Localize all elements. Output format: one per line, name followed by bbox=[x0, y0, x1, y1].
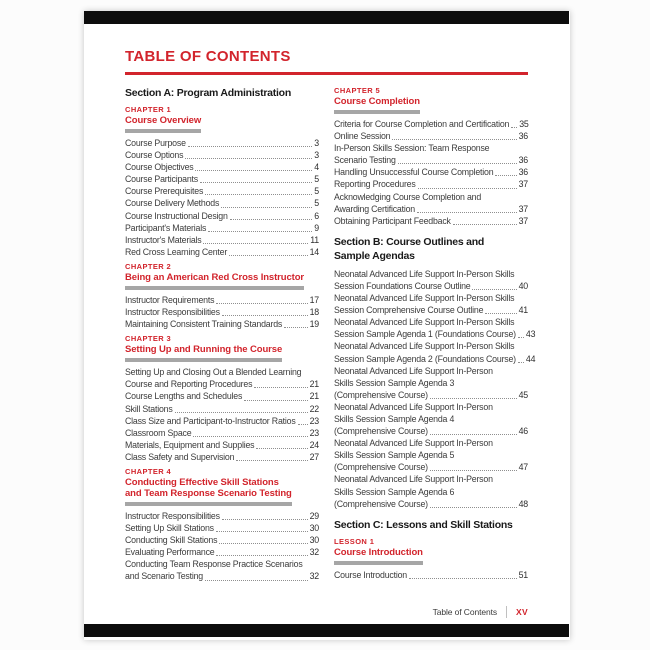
section-title bbox=[334, 235, 528, 263]
entry-text-line: Neonatal Advanced Life Support In-Person bbox=[334, 474, 493, 485]
toc-entry bbox=[334, 569, 528, 581]
toc-entry bbox=[125, 546, 319, 558]
entry-last-line bbox=[125, 197, 319, 209]
entry-text: Session Sample Agenda 1 (Foundations Course) bbox=[334, 329, 516, 340]
toc-entry bbox=[334, 142, 528, 166]
entry-text: Maintaining Consistent Training Standards bbox=[125, 319, 283, 330]
dot-leader bbox=[418, 188, 517, 189]
chapter-heading bbox=[125, 105, 201, 133]
entry-last-line bbox=[125, 439, 319, 451]
chapter-label: CHAPTER 2 bbox=[125, 261, 172, 271]
toc-entry bbox=[125, 234, 319, 246]
toc-entry bbox=[125, 510, 319, 522]
chapter-label: CHAPTER 4 bbox=[125, 466, 172, 476]
dot-leader bbox=[430, 470, 517, 471]
entry-text: Reporting Procedures bbox=[334, 179, 416, 190]
entry-text: Instructor's Materials bbox=[125, 234, 202, 245]
toc-entry bbox=[334, 130, 528, 142]
dot-leader bbox=[284, 327, 308, 328]
chapter-name bbox=[334, 547, 423, 558]
entry-last-line bbox=[334, 130, 528, 142]
toc-entry bbox=[334, 268, 528, 292]
entry-last-line bbox=[125, 451, 319, 463]
entry-page-number: 3 bbox=[314, 138, 319, 148]
dot-leader bbox=[298, 424, 308, 425]
entry-last-line bbox=[334, 425, 528, 437]
dot-leader bbox=[254, 387, 307, 388]
dot-leader bbox=[205, 194, 312, 195]
entry-page-number: 36 bbox=[518, 131, 528, 142]
entry-page-number: 22 bbox=[309, 403, 319, 414]
dot-leader bbox=[193, 436, 307, 437]
entry-last-line bbox=[125, 222, 319, 234]
entry-page-number: 24 bbox=[309, 439, 319, 450]
entry-text: Course Lengths and Schedules bbox=[125, 391, 243, 402]
entry-text: (Comprehensive Course) bbox=[334, 389, 428, 400]
entry-page-number: 43 bbox=[525, 329, 536, 340]
entry-last-line bbox=[125, 534, 319, 546]
dot-leader bbox=[185, 158, 312, 159]
dot-leader bbox=[518, 362, 524, 363]
entry-last-line bbox=[334, 203, 528, 215]
dot-leader bbox=[453, 224, 517, 225]
chapter-heading bbox=[334, 537, 423, 565]
entry-last-line bbox=[125, 403, 319, 415]
entry-page-number: 27 bbox=[309, 451, 319, 462]
entry-page-number: 47 bbox=[518, 462, 528, 473]
toc-entry bbox=[334, 191, 528, 215]
footer bbox=[433, 606, 528, 618]
entry-last-line bbox=[125, 149, 319, 161]
entry-last-line bbox=[125, 173, 319, 185]
entry-text: Red Cross Learning Center bbox=[125, 246, 228, 257]
chapter-label: CHAPTER 5 bbox=[334, 86, 381, 95]
entry-text: Class Safety and Supervision bbox=[125, 451, 235, 462]
dot-leader bbox=[495, 175, 516, 176]
entry-text-line: Skills Session Sample Agenda 6 bbox=[334, 486, 455, 497]
entry-page-number: 46 bbox=[518, 426, 528, 437]
entry-text: Course Purpose bbox=[125, 138, 186, 148]
entry-last-line bbox=[334, 166, 528, 178]
entry-last-line bbox=[125, 510, 319, 522]
chapter-name-line: Course Introduction bbox=[334, 546, 423, 558]
toc-entry bbox=[125, 439, 319, 451]
entry-page-number: 5 bbox=[314, 198, 319, 209]
title-rule bbox=[125, 72, 528, 75]
entry-text-line: Neonatal Advanced Life Support In-Person bbox=[334, 401, 493, 412]
chapter-heading bbox=[125, 334, 282, 362]
dot-leader bbox=[222, 315, 308, 316]
entry-last-line bbox=[334, 215, 528, 227]
dot-leader bbox=[409, 578, 517, 579]
entry-page-number: 11 bbox=[310, 234, 319, 245]
section-title-line: Section C: Lessons and Skill Stations bbox=[334, 518, 513, 531]
entry-page-number: 48 bbox=[518, 498, 528, 509]
entry-text: Criteria for Course Completion and Certification bbox=[334, 119, 510, 129]
dot-leader bbox=[216, 555, 307, 556]
dot-leader bbox=[175, 412, 308, 413]
toc-entry bbox=[125, 185, 319, 197]
entry-text-line: Neonatal Advanced Life Support In-Person Skills bbox=[334, 293, 515, 304]
dot-leader bbox=[229, 255, 308, 256]
toc-entry bbox=[334, 316, 536, 340]
toc-entry bbox=[125, 318, 319, 330]
entry-page-number: 30 bbox=[309, 535, 319, 546]
toc-title: TABLE OF CONTENTS bbox=[125, 48, 291, 65]
footer-label: Table of Contents bbox=[432, 607, 498, 617]
entry-last-line bbox=[334, 328, 536, 340]
entry-page-number: 3 bbox=[314, 150, 319, 161]
dot-leader bbox=[216, 531, 308, 532]
chapter-name-line: Course Completion bbox=[334, 96, 420, 107]
entry-last-line bbox=[125, 306, 319, 318]
entry-page-number: 5 bbox=[314, 174, 319, 185]
toc-entry bbox=[334, 473, 528, 509]
entry-last-line bbox=[125, 246, 319, 258]
dot-leader bbox=[216, 303, 307, 304]
entry-page-number: 29 bbox=[309, 510, 319, 521]
entry-last-line bbox=[125, 570, 319, 582]
chapter-block bbox=[334, 537, 528, 565]
entry-last-line bbox=[334, 498, 528, 510]
toc-entry-list bbox=[125, 366, 319, 463]
entry-last-line bbox=[334, 178, 528, 190]
toc-entry bbox=[125, 534, 319, 546]
entry-last-line bbox=[334, 280, 528, 292]
entry-text: Instructor Responsibilities bbox=[125, 510, 220, 521]
entry-text: Session Sample Agenda 2 (Foundations Course) bbox=[334, 353, 516, 364]
dot-leader bbox=[398, 163, 517, 164]
entry-text: Session Foundations Course Outline bbox=[334, 280, 471, 291]
page-sheet bbox=[84, 11, 570, 640]
dot-leader bbox=[230, 219, 313, 220]
chapter-name bbox=[125, 344, 282, 355]
heading-underline bbox=[125, 286, 304, 290]
toc-entry bbox=[334, 178, 528, 190]
footer-page-number: XV bbox=[516, 607, 528, 617]
entry-text: Course Instructional Design bbox=[125, 210, 228, 221]
dot-leader bbox=[472, 289, 516, 290]
chapter-heading bbox=[125, 467, 292, 506]
toc-entry bbox=[125, 415, 319, 427]
entry-page-number: 36 bbox=[518, 167, 528, 178]
toc-entry bbox=[334, 401, 528, 437]
entry-text: (Comprehensive Course) bbox=[334, 426, 428, 437]
dot-leader bbox=[208, 231, 312, 232]
entry-text: Course Prerequisites bbox=[125, 186, 204, 197]
toc-entry bbox=[334, 340, 536, 364]
entry-page-number: 37 bbox=[518, 203, 528, 214]
entry-text: Participant's Materials bbox=[125, 222, 207, 233]
chapter-name-line: Being an American Red Cross Instructor bbox=[125, 271, 305, 283]
toc-columns bbox=[125, 86, 536, 587]
entry-page-number: 36 bbox=[518, 155, 528, 166]
entry-last-line bbox=[125, 294, 319, 306]
heading-underline bbox=[125, 129, 201, 133]
footer-divider bbox=[506, 606, 507, 618]
toc-entry-list bbox=[125, 294, 319, 330]
entry-last-line bbox=[334, 461, 528, 473]
entry-page-number: 35 bbox=[519, 119, 529, 129]
entry-last-line bbox=[334, 118, 528, 130]
entry-last-line bbox=[125, 137, 319, 149]
entry-page-number: 5 bbox=[314, 186, 319, 197]
chapter-block bbox=[125, 105, 319, 133]
heading-underline bbox=[125, 358, 282, 362]
entry-last-line bbox=[125, 210, 319, 222]
dot-leader bbox=[244, 400, 307, 401]
entry-text: (Comprehensive Course) bbox=[334, 462, 428, 473]
entry-last-line bbox=[125, 390, 319, 402]
entry-text-line: Neonatal Advanced Life Support In-Person bbox=[334, 438, 493, 449]
toc-entry-list bbox=[334, 268, 536, 510]
entry-text: Awarding Certification bbox=[334, 203, 416, 214]
entry-page-number: 45 bbox=[518, 389, 528, 400]
toc-entry bbox=[125, 222, 319, 234]
toc-entry bbox=[125, 210, 319, 222]
toc-entry bbox=[125, 522, 319, 534]
section-title bbox=[125, 86, 319, 100]
chapter-heading bbox=[125, 262, 304, 290]
heading-underline bbox=[334, 110, 420, 114]
entry-page-number: 30 bbox=[309, 523, 319, 534]
section-title-line: Sample Agendas bbox=[334, 249, 415, 262]
entry-text-line: Neonatal Advanced Life Support In-Person bbox=[334, 365, 493, 376]
section-title bbox=[334, 518, 528, 532]
top-edge-bar bbox=[84, 11, 569, 24]
dot-leader bbox=[236, 460, 307, 461]
toc-entry bbox=[334, 437, 528, 473]
entry-page-number: 32 bbox=[309, 571, 319, 582]
dot-leader bbox=[219, 543, 307, 544]
entry-last-line bbox=[125, 318, 319, 330]
chapter-name-line: and Team Response Scenario Testing bbox=[125, 487, 292, 499]
entry-text: Setting Up Skill Stations bbox=[125, 523, 214, 534]
dot-leader bbox=[417, 212, 517, 213]
column-right bbox=[334, 86, 536, 587]
entry-page-number: 44 bbox=[525, 353, 536, 364]
toc-entry bbox=[125, 137, 319, 149]
entry-page-number: 21 bbox=[309, 379, 319, 390]
entry-page-number: 6 bbox=[314, 210, 319, 221]
bottom-edge-bar bbox=[84, 624, 569, 637]
toc-entry bbox=[125, 246, 319, 258]
chapter-label: CHAPTER 3 bbox=[125, 334, 172, 344]
entry-text: Instructor Responsibilities bbox=[125, 307, 220, 318]
entry-text: Course Participants bbox=[125, 174, 198, 185]
page-content bbox=[125, 48, 536, 587]
chapter-name bbox=[125, 115, 201, 126]
chapter-name bbox=[125, 272, 304, 283]
entry-page-number: 51 bbox=[518, 569, 528, 580]
chapter-name bbox=[125, 477, 292, 499]
toc-entry-list bbox=[125, 137, 319, 258]
toc-entry bbox=[125, 451, 319, 463]
section-title-line: Section B: Course Outlines and bbox=[334, 235, 485, 248]
chapter-name bbox=[334, 96, 420, 107]
entry-text: Conducting Skill Stations bbox=[125, 535, 218, 546]
entry-text: Class Size and Participant-to-Instructor Ratios bbox=[125, 415, 296, 426]
entry-last-line bbox=[334, 353, 536, 365]
entry-last-line bbox=[125, 378, 319, 390]
entry-page-number: 41 bbox=[518, 305, 528, 316]
heading-underline bbox=[334, 561, 423, 565]
toc-entry bbox=[334, 118, 528, 130]
entry-text-line: Neonatal Advanced Life Support In-Person Skills bbox=[334, 268, 515, 279]
entry-text: Course Objectives bbox=[125, 162, 194, 173]
chapter-block bbox=[125, 262, 319, 290]
entry-text-line: Skills Session Sample Agenda 4 bbox=[334, 413, 455, 424]
entry-text: Instructor Requirements bbox=[125, 294, 215, 305]
heading-underline bbox=[125, 502, 292, 506]
entry-text: Handling Unsuccessful Course Completion bbox=[334, 167, 494, 178]
dot-leader bbox=[430, 398, 517, 399]
entry-text: Evaluating Performance bbox=[125, 547, 215, 558]
toc-entry bbox=[334, 292, 528, 316]
entry-page-number: 23 bbox=[309, 415, 319, 426]
entry-text: Obtaining Participant Feedback bbox=[334, 215, 451, 226]
dot-leader bbox=[205, 580, 308, 581]
entry-text-line: Conducting Team Response Practice Scenarios bbox=[125, 559, 303, 570]
entry-last-line bbox=[334, 154, 528, 166]
entry-text: Scenario Testing bbox=[334, 155, 396, 166]
entry-text-line: Neonatal Advanced Life Support In-Person Skills bbox=[334, 317, 515, 328]
toc-entry bbox=[125, 427, 319, 439]
toc-entry bbox=[334, 166, 528, 178]
dot-leader bbox=[430, 434, 517, 435]
dot-leader bbox=[188, 146, 313, 147]
dot-leader bbox=[511, 127, 517, 128]
toc-entry bbox=[125, 306, 319, 318]
entry-text: (Comprehensive Course) bbox=[334, 498, 428, 509]
toc-entry bbox=[125, 294, 319, 306]
entry-last-line bbox=[125, 427, 319, 439]
chapter-block bbox=[125, 467, 319, 506]
chapter-block bbox=[125, 334, 319, 362]
dot-leader bbox=[518, 337, 524, 338]
entry-page-number: 37 bbox=[518, 179, 528, 190]
chapter-heading bbox=[334, 86, 420, 114]
entry-page-number: 14 bbox=[309, 246, 319, 257]
entry-page-number: 32 bbox=[309, 547, 319, 558]
entry-page-number: 4 bbox=[314, 162, 319, 173]
entry-last-line bbox=[334, 304, 528, 316]
entry-text: Course Introduction bbox=[334, 569, 407, 580]
entry-page-number: 37 bbox=[518, 215, 528, 226]
entry-text: Materials, Equipment and Supplies bbox=[125, 439, 255, 450]
chapter-label: LESSON 1 bbox=[334, 536, 375, 546]
entry-last-line bbox=[125, 185, 319, 197]
section-title-line: Section A: Program Administration bbox=[125, 87, 291, 99]
entry-text-line: Skills Session Sample Agenda 3 bbox=[334, 377, 455, 388]
column-left bbox=[125, 86, 319, 587]
chapter-name-line: Course Overview bbox=[125, 115, 202, 126]
entry-text-line: Setting Up and Closing Out a Blended Learning bbox=[125, 367, 302, 378]
toc-entry bbox=[125, 390, 319, 402]
toc-entry bbox=[125, 558, 319, 582]
entry-text: and Scenario Testing bbox=[125, 571, 203, 582]
entry-page-number: 17 bbox=[309, 294, 319, 305]
entry-page-number: 23 bbox=[309, 427, 319, 438]
dot-leader bbox=[222, 519, 308, 520]
dot-leader bbox=[392, 139, 516, 140]
entry-last-line bbox=[125, 522, 319, 534]
entry-text: Course and Reporting Procedures bbox=[125, 379, 253, 390]
toc-entry-list bbox=[125, 510, 319, 583]
entry-text-line: In-Person Skills Session: Team Response bbox=[334, 143, 490, 154]
toc-entry-list bbox=[334, 569, 528, 581]
entry-text: Skill Stations bbox=[125, 403, 173, 414]
entry-last-line bbox=[334, 569, 528, 581]
dot-leader bbox=[485, 313, 516, 314]
toc-entry bbox=[125, 366, 319, 390]
entry-last-line bbox=[125, 546, 319, 558]
entry-text-line: Acknowledging Course Completion and bbox=[334, 191, 482, 202]
toc-entry bbox=[334, 365, 528, 401]
entry-page-number: 18 bbox=[309, 307, 319, 318]
entry-text-line: Neonatal Advanced Life Support In-Person Skills bbox=[334, 341, 515, 352]
toc-entry bbox=[125, 161, 319, 173]
dot-leader bbox=[195, 170, 312, 171]
entry-last-line bbox=[125, 415, 319, 427]
dot-leader bbox=[430, 507, 517, 508]
dot-leader bbox=[221, 207, 312, 208]
entry-page-number: 40 bbox=[518, 280, 528, 291]
entry-text: Course Options bbox=[125, 150, 184, 161]
entry-last-line bbox=[125, 161, 319, 173]
dot-leader bbox=[203, 243, 308, 244]
entry-last-line bbox=[334, 389, 528, 401]
toc-entry-list bbox=[334, 118, 528, 227]
toc-entry bbox=[125, 197, 319, 209]
entry-page-number: 21 bbox=[309, 391, 319, 402]
entry-text: Session Comprehensive Course Outline bbox=[334, 305, 484, 316]
entry-text: Course Delivery Methods bbox=[125, 198, 220, 209]
toc-entry bbox=[125, 173, 319, 185]
entry-last-line bbox=[125, 234, 319, 246]
entry-text-line: Skills Session Sample Agenda 5 bbox=[334, 450, 455, 461]
toc-entry bbox=[125, 403, 319, 415]
entry-page-number: 9 bbox=[314, 222, 319, 233]
toc-entry bbox=[334, 215, 528, 227]
chapter-name-line: Setting Up and Running the Course bbox=[125, 344, 283, 356]
entry-text: Classroom Space bbox=[125, 427, 192, 438]
entry-text: Online Session bbox=[334, 131, 391, 142]
chapter-label: CHAPTER 1 bbox=[125, 105, 172, 114]
dot-leader bbox=[200, 182, 312, 183]
entry-page-number: 19 bbox=[309, 319, 319, 330]
chapter-name-line: Conducting Effective Skill Stations bbox=[125, 476, 279, 488]
toc-entry bbox=[125, 149, 319, 161]
dot-leader bbox=[256, 448, 307, 449]
chapter-block bbox=[334, 86, 528, 114]
